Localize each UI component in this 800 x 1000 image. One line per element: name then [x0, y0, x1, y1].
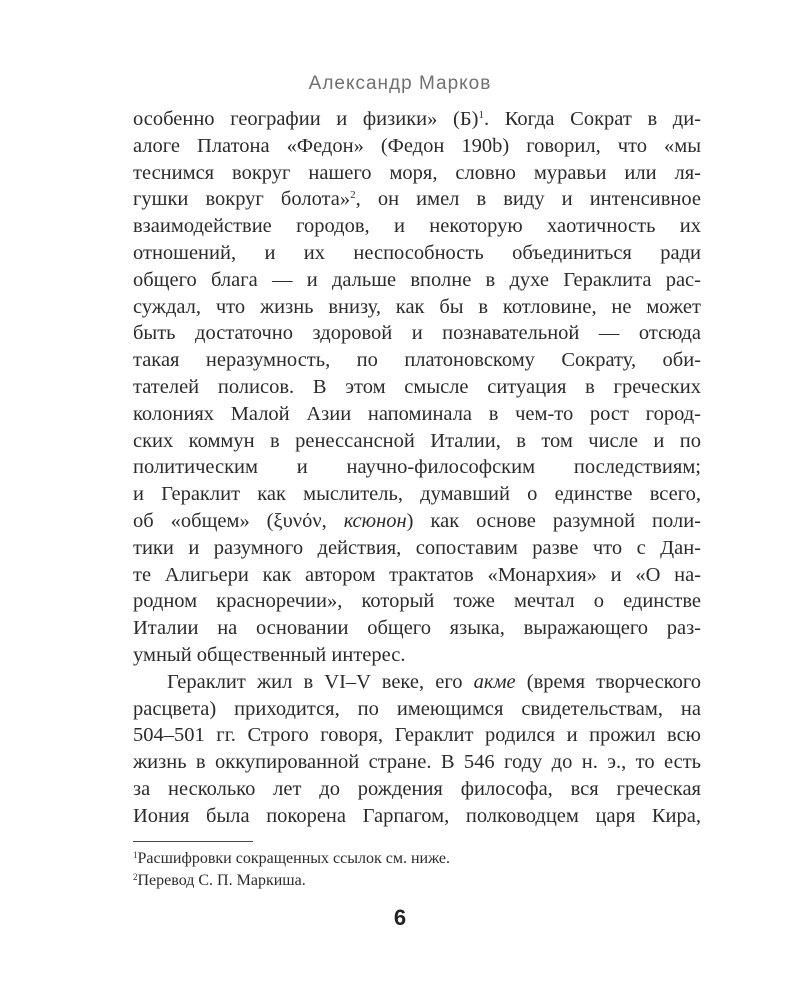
text-line	[133, 696, 701, 723]
text-line	[133, 669, 701, 696]
footnote-2	[133, 870, 701, 892]
running-head: Александр Марков	[308, 73, 492, 94]
footnote-mark: 1	[133, 850, 138, 860]
text-segment: теснимся вокруг нашего моря, словно муравьи или ля-	[133, 161, 701, 184]
text-line	[133, 186, 701, 213]
text-line	[133, 401, 701, 428]
text-segment: быть достаточно здоровой и познавательной — отсюда	[133, 322, 701, 345]
text-segment: взаимодействие городов, и некоторую хаотичность их	[133, 215, 701, 238]
text-segment: Италии на основании общего языка, выражающего раз-	[133, 617, 701, 640]
text-line	[133, 615, 701, 642]
text-segment: ских коммун в ренессансной Италии, в том числе и по	[133, 429, 701, 452]
text-line	[133, 133, 701, 160]
text-line	[133, 428, 701, 455]
footnote-mark: 2	[133, 872, 138, 882]
footnotes	[133, 848, 701, 892]
text-segment: Гераклит жил в VI–V веке, его	[167, 670, 474, 693]
text-segment: отношений, и их неспособность объединиться ради	[133, 241, 701, 264]
italic-term: акме	[473, 670, 516, 693]
text-segment: жизнь в оккупированной стране. В 546 году до н. э., то есть	[133, 751, 701, 774]
text-line	[133, 374, 701, 401]
footnote-text: Расшифровки сокращенных ссылок см. ниже.	[137, 850, 451, 867]
text-segment: тателей полисов. В этом смысле ситуация в греческих	[133, 375, 701, 398]
text-line	[133, 267, 701, 294]
text-segment: об «общем» (ξυνόν,	[133, 509, 344, 532]
text-line	[133, 160, 701, 187]
text-line	[133, 588, 701, 615]
text-line	[133, 294, 701, 321]
text-segment: Иония была покорена Гарпагом, полководцем царя Кира,	[133, 804, 701, 827]
italic-term: ксюнон	[343, 509, 407, 532]
text-line	[133, 535, 701, 562]
text-line	[133, 722, 701, 749]
text-segment: родном красноречии», который тоже мечтал о единстве	[133, 590, 701, 613]
footnote-1	[133, 848, 701, 870]
text-segment: ) как основе разумной поли-	[406, 509, 701, 532]
text-line	[133, 240, 701, 267]
text-line	[133, 642, 701, 669]
text-segment: расцвета) приходится, по имеющимся свидетельствам, на	[133, 697, 701, 720]
text-segment: гушки вокруг болота»	[133, 188, 351, 211]
text-segment: политическим и научно-философским последствиям;	[133, 456, 701, 479]
text-segment: умный общественный интерес.	[133, 643, 406, 666]
text-segment: (время творческого	[515, 670, 701, 693]
text-segment: . Когда Сократ в ди-	[483, 108, 701, 130]
text-segment: те Алигьери как автором трактатов «Монархия» и «О на-	[133, 563, 701, 586]
text-line	[133, 803, 701, 830]
footnote-reference: 1	[478, 109, 484, 121]
text-line	[133, 481, 701, 508]
footnote-reference: 2	[350, 189, 356, 202]
text-line	[133, 213, 701, 240]
text-line	[133, 562, 701, 589]
page-number: 6	[393, 905, 407, 930]
text-line	[133, 454, 701, 481]
text-line	[133, 347, 701, 374]
text-segment: за несколько лет до рождения философа, вся греческая	[133, 777, 701, 800]
text-line	[133, 320, 701, 347]
footnote-text: Перевод С. П. Маркиша.	[137, 872, 306, 889]
text-line	[133, 749, 701, 776]
text-segment: суждал, что жизнь внизу, как бы в котловине, не может	[133, 295, 701, 318]
text-line	[133, 508, 701, 535]
text-segment: 504–501 гг. Строго говоря, Гераклит родился и прожил всю	[133, 724, 701, 747]
text-segment: колониях Малой Азии напоминала в чем-то рост город-	[133, 402, 701, 425]
text-segment: такая неразумность, по платоновскому Сократу, оби-	[133, 349, 701, 372]
text-segment: алоге Платона «Федон» (Федон 190b) говорил, что «мы	[133, 134, 701, 157]
text-segment: и Гераклит как мыслитель, думавший о единстве всего,	[133, 483, 701, 506]
text-segment: тики и разумного действия, сопоставим разве что с Дан-	[133, 536, 701, 559]
text-segment: общего блага — и дальше вполне в духе Гераклита рас-	[133, 268, 701, 291]
footnote-separator	[133, 841, 253, 842]
text-segment: особенно географии и физики» (Б)	[133, 108, 479, 130]
body-text	[133, 106, 701, 830]
text-line	[133, 776, 701, 803]
text-line	[133, 106, 701, 133]
text-segment: , он имел в виду и интенсивное	[355, 188, 701, 211]
